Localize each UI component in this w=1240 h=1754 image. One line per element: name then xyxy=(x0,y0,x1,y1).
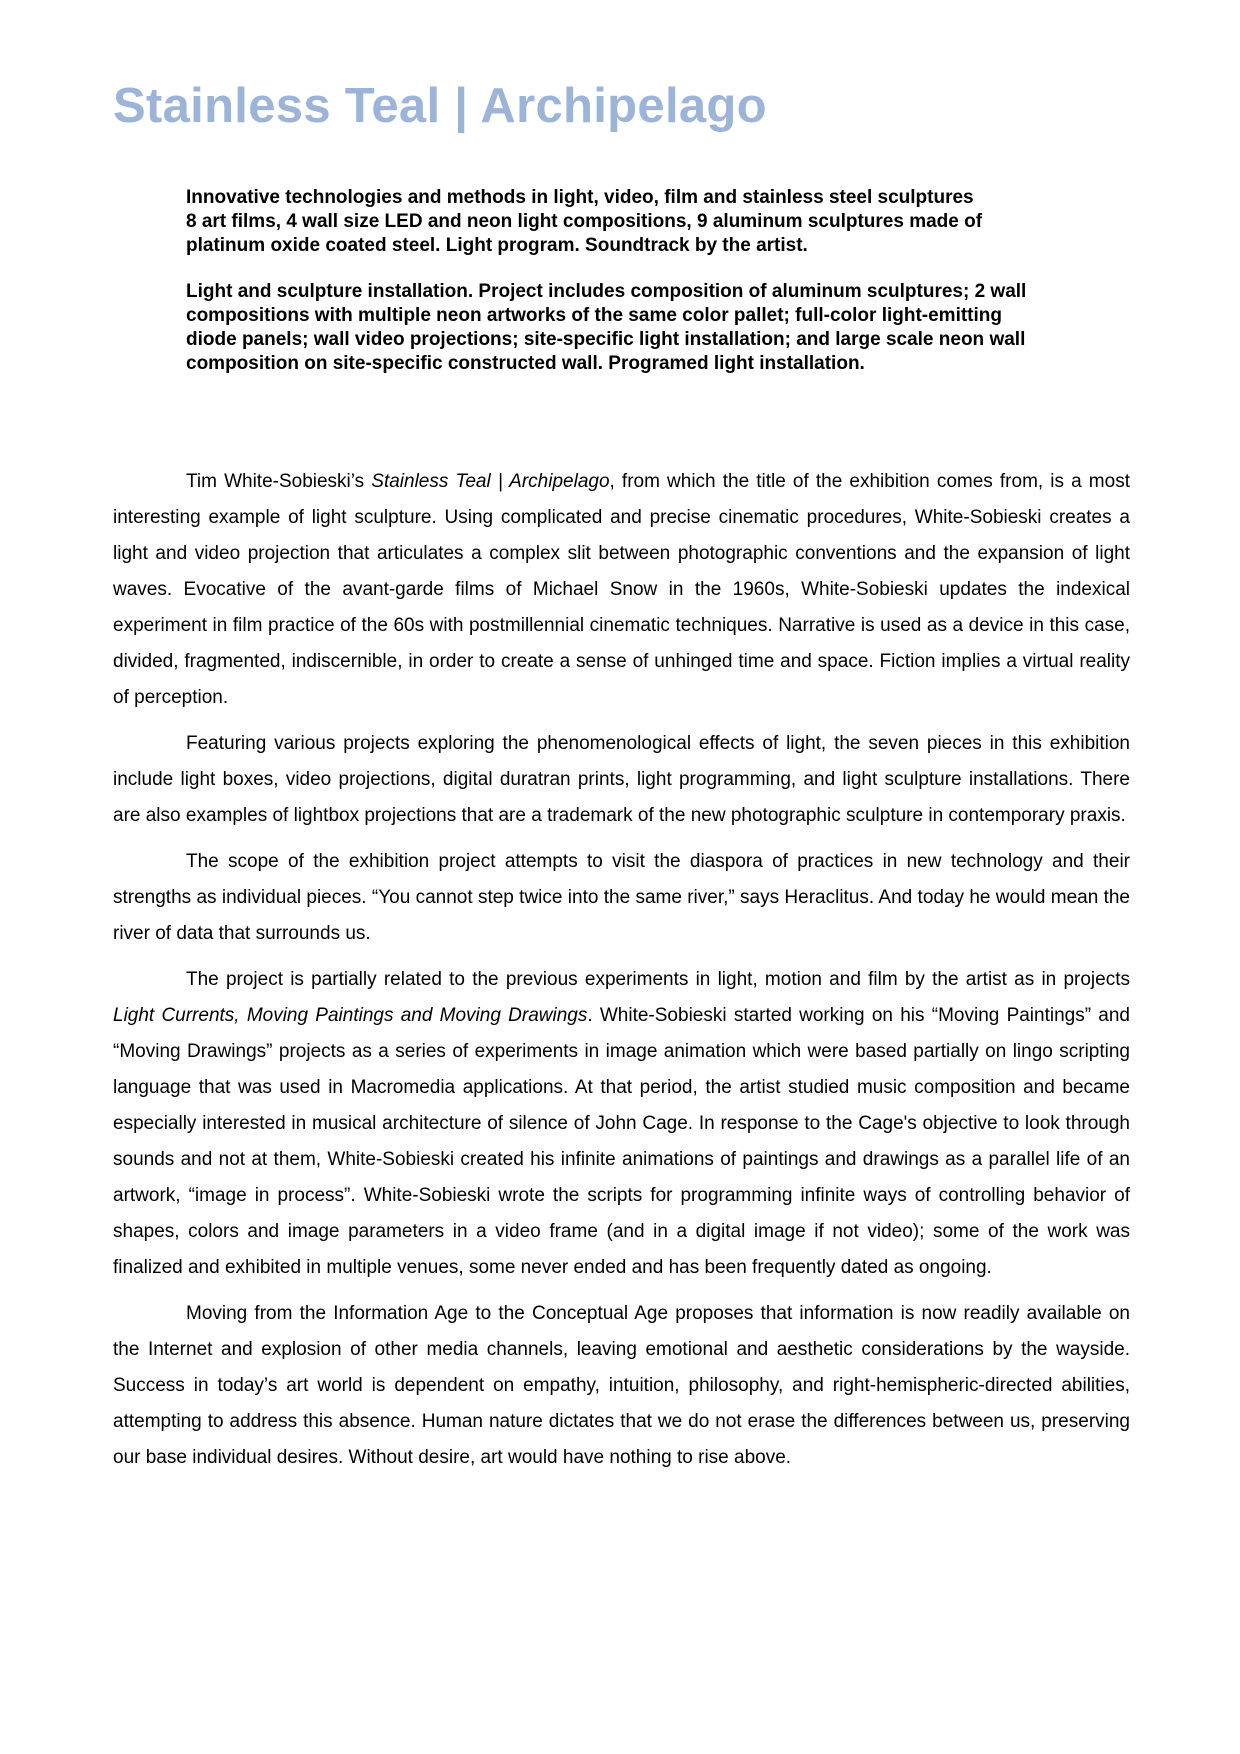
paragraph-exhibition-scope: The scope of the exhibition project attempts to visit the diaspora of practices in new technology and their strengths as individual pieces. “You cannot step twice into the same river,” says Heraclitus. And today he would mean the river of data that surrounds us. xyxy=(113,851,1130,944)
intro-installation-line: Light and sculpture installation. Project includes composition of aluminum sculptures; 2 wall xyxy=(186,281,1027,302)
intro-installation-line: composition on site-specific constructed wall. Programed light installation. xyxy=(186,353,865,374)
artwork-title: Stainless Teal | Archipelago xyxy=(371,471,610,492)
intro-summary-line: Innovative technologies and methods in light, video, film and stainless steel sculptures xyxy=(186,187,974,208)
paragraph-conceptual-age: Moving from the Information Age to the Conceptual Age proposes that information is now readily available on the Internet and explosion of other media channels, leaving emotional and aesthetic considerations by the wayside. Success in today’s art world is dependent on empathy, intuition, philosophy, and right-hemispheric-directed abilities, attempting to address this absence. Human nature dictates that we do not erase the differences between us, preserving our base individual desires. Without desire, art would have nothing to rise above. xyxy=(113,1303,1130,1468)
paragraph-text: , from which the title of the exhibition comes from, is a most interesting example of light sculpture. Using complicated and precise cinematic procedures, White-Sobieski creates a light and video projection that articulates a complex slit between photographic conventions and the expansion of light waves. Evocative of the avant-garde films of Michael Snow in the 1960s, White-Sobieski updates the indexical experiment in film practice of the 60s with postmillennial cinematic techniques. Narrative is used as a device in this case, divided, fragmented, indiscernible, in order to create a sense of unhinged time and space. Fiction implies a virtual reality of perception. xyxy=(113,471,1130,708)
document-title: Stainless Teal | Archipelago xyxy=(113,79,767,133)
paragraph-text: Tim White-Sobieski’s xyxy=(186,471,372,492)
intro-installation-line: diode panels; wall video projections; site-specific light installation; and large scale neon wall xyxy=(186,329,1026,350)
paragraph-light-sculpture xyxy=(113,464,1130,716)
intro-installation xyxy=(186,280,1136,376)
intro-summary-line: platinum oxide coated steel. Light program. Soundtrack by the artist. xyxy=(186,235,808,256)
intro-installation-line: compositions with multiple neon artworks of the same color pallet; full-color light-emitting xyxy=(186,305,1002,326)
intro-summary xyxy=(186,186,1136,258)
essay-body xyxy=(113,464,1130,1486)
paragraph-text: . White-Sobieski started working on his “Moving Paintings” and “Moving Drawings” projects as a series of experiments in image animation which were based partially on lingo scripting language that was used in Macromedia applications. At that period, the artist studied music composition and became especially interested in musical architecture of silence of John Cage. In response to the Cage's objective to look through sounds and not at them, White-Sobieski created his infinite animations of paintings and drawings as a parallel life of an artwork, “image in process”. White-Sobieski wrote the scripts for programming infinite ways of controlling behavior of shapes, colors and image parameters in a video frame (and in a digital image if not video); some of the work was finalized and exhibited in multiple venues, some never ended and has been frequently dated as ongoing. xyxy=(113,1005,1131,1278)
intro-summary-line: 8 art films, 4 wall size LED and neon light compositions, 9 aluminum sculptures made of xyxy=(186,211,983,232)
project-titles: Light Currents, Moving Paintings and Moving Drawings xyxy=(113,1005,588,1026)
paragraph-previous-experiments xyxy=(113,962,1130,1286)
paragraph-text: The project is partially related to the previous experiments in light, motion and film by the artist as in projects xyxy=(186,969,1130,990)
paragraph-exhibition-pieces: Featuring various projects exploring the phenomenological effects of light, the seven pieces in this exhibition include light boxes, video projections, digital duratran prints, light programming, and light sculpture installations. There are also examples of lightbox projections that are a trademark of the new photographic sculpture in contemporary praxis. xyxy=(113,733,1130,826)
